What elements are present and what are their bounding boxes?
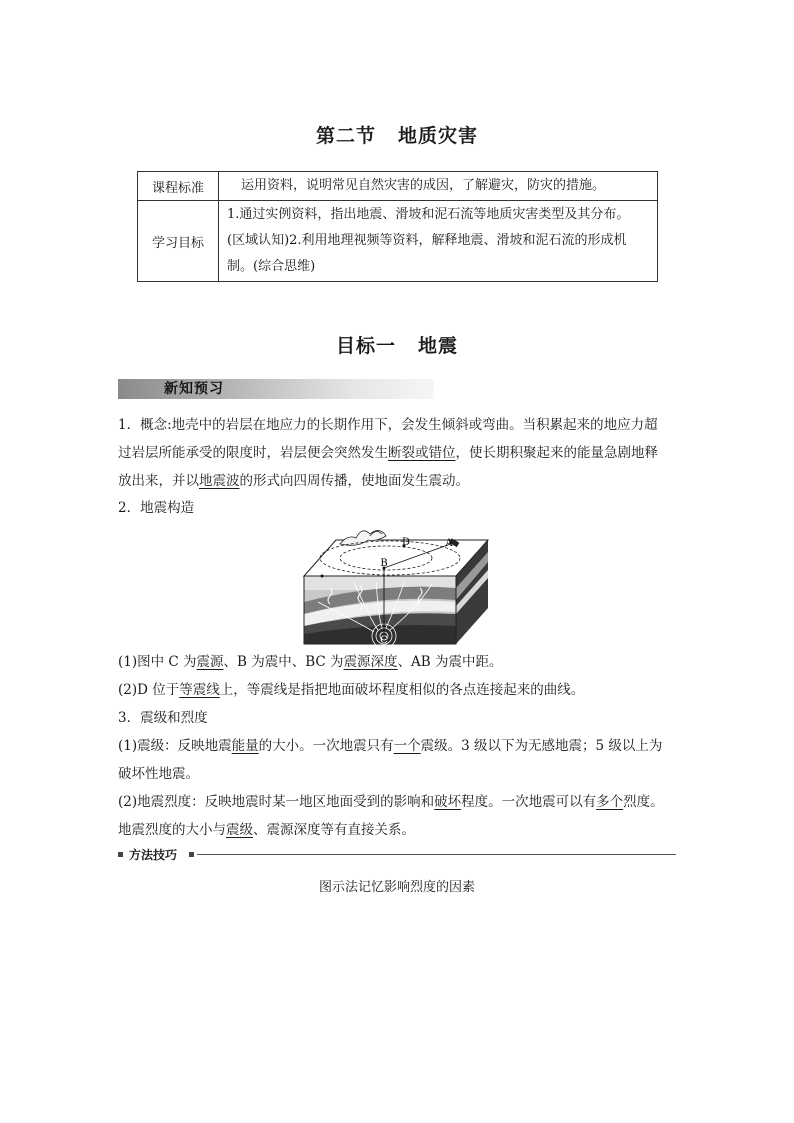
- curriculum-standard-label: 课程标准: [138, 172, 219, 201]
- magnitude-text: 的大小。一次地震只有: [258, 738, 394, 754]
- point-text: (1)图中 C 为: [118, 654, 197, 670]
- goal-name: 地震: [418, 335, 459, 357]
- preview-banner-label: 新知预习: [164, 381, 224, 397]
- concept-text: 放出来，并以: [118, 473, 199, 489]
- square-bullet-icon: [189, 852, 194, 857]
- intensity-line: [118, 788, 678, 816]
- magnitude-heading: 3．震级和烈度: [118, 710, 208, 726]
- label-d: D: [401, 537, 411, 548]
- focal-depth-term: 震源深度: [343, 654, 398, 670]
- concept-paragraph: [118, 411, 678, 495]
- point-text: 上，等震线是指把地面破坏程度相似的各点连接起来的曲线。: [219, 682, 585, 698]
- learning-goals-line: (区域认知)2.利用地理视频等资料，解释地震、滑坡和泥石流的形成机: [227, 233, 627, 248]
- figure-caption: 图示法记忆影响烈度的因素: [318, 880, 475, 895]
- label-c: C: [380, 635, 388, 646]
- energy-term: 能量: [231, 738, 259, 754]
- label-b: B: [380, 558, 388, 569]
- point-text: 、AB 为震中距。: [397, 654, 503, 670]
- intensity-text: (2)地震烈度：反映地震时某一地区地面受到的影响和: [118, 794, 435, 810]
- section-number: 第二节: [315, 125, 376, 147]
- structure-points: [118, 648, 678, 704]
- concept-line: [118, 411, 678, 439]
- goal-title: [0, 331, 794, 358]
- magnitude-term: 震级: [226, 822, 253, 838]
- earthquake-structure-diagram: [300, 522, 492, 646]
- point-text: (2)D 位于: [118, 682, 180, 698]
- concept-text: 地壳中的岩层在地应力的长期作用下，会发生倾斜或弯曲。当积累起来的地应力超: [171, 417, 658, 433]
- structure-heading: 2．地震构造: [118, 500, 195, 516]
- learning-goals-label: 学习目标: [138, 201, 219, 282]
- concept-text: ，使长期积聚起来的能量急剧地释: [455, 445, 658, 461]
- concept-line: [118, 467, 678, 495]
- block-front-face: [304, 576, 456, 644]
- intensity-text: 地震烈度的大小与: [118, 822, 226, 838]
- curriculum-standard-text: 运用资料，说明常见自然灾害的成因，了解避灾，防灾的措施。: [219, 172, 658, 201]
- learning-goals-line: 1.通过实例资料，指出地震、滑坡和泥石流等地质灾害类型及其分布。: [227, 207, 630, 222]
- concept-prefix: 1．概念:: [118, 417, 172, 433]
- magnitude-line: [118, 732, 678, 760]
- intensity-text: 、震源深度等有直接关系。: [253, 822, 415, 838]
- seismic-wave-term: 地震波: [199, 473, 240, 489]
- structure-point-2: [118, 676, 678, 704]
- one-term: 一个: [393, 738, 421, 754]
- learning-goals-text: [219, 201, 658, 282]
- magnitude-line: 破坏性地震。: [118, 766, 199, 782]
- method-tips-label: 方法技巧: [129, 848, 178, 862]
- label-a: A: [445, 538, 453, 549]
- square-bullet-icon: [118, 852, 123, 857]
- damage-term: 破坏: [434, 794, 462, 810]
- magnitude-paragraph: [118, 732, 678, 788]
- method-tips-divider: [118, 848, 676, 862]
- point-text: 、B 为震中、BC 为: [223, 654, 344, 670]
- concept-text: 的形式向四周传播，使地面发生震动。: [239, 473, 469, 489]
- isoseismal-term: 等震线: [179, 682, 220, 698]
- concept-line: [118, 439, 678, 467]
- intensity-text: 烈度。: [623, 794, 664, 810]
- divider-line: [197, 854, 676, 855]
- concept-text: 过岩层所能承受的限度时，岩层便会突然发生: [118, 445, 388, 461]
- multiple-term: 多个: [596, 794, 624, 810]
- goal-number: 目标一: [335, 335, 396, 357]
- focus-term: 震源: [196, 654, 224, 670]
- section-title: [0, 121, 794, 148]
- curriculum-table: [137, 171, 658, 282]
- preview-banner: [118, 379, 434, 399]
- intensity-paragraph: [118, 788, 678, 844]
- section-name: 地质灾害: [398, 125, 479, 147]
- fracture-term: 断裂或错位: [388, 445, 456, 461]
- magnitude-text: 震级。3 级以下为无感地震；5 级以上为: [420, 738, 663, 754]
- intensity-line: [118, 816, 678, 844]
- learning-goals-line: 制。(综合思维): [227, 259, 316, 274]
- structure-point-1: [118, 648, 678, 676]
- intensity-text: 程度。一次地震可以有: [461, 794, 597, 810]
- magnitude-text: (1)震级：反映地震: [118, 738, 232, 754]
